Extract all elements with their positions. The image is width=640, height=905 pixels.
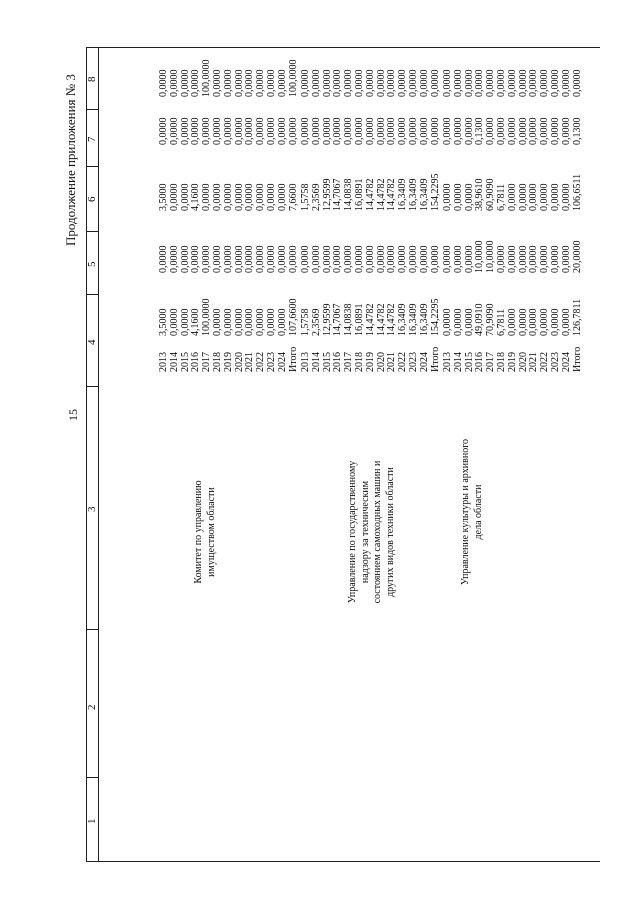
value-cell: 0,0000 — [255, 117, 267, 145]
value-cell: 0,0000 — [517, 183, 529, 211]
value-cell: 0,0000 — [321, 69, 333, 97]
value-cell: 0,0000 — [190, 245, 202, 273]
value-cell: 0,0000 — [386, 245, 398, 273]
value-cell: 0,0000 — [168, 308, 180, 336]
value-cell: 0,0000 — [265, 117, 277, 145]
value-cell: 0,0000 — [332, 69, 344, 97]
value-cell: 2,3569 — [310, 183, 322, 211]
value-cell: 0,0000 — [528, 117, 540, 145]
value-cell: 16,0891 — [353, 178, 365, 211]
value-cell: 0,0000 — [375, 117, 387, 145]
year-cell: 2015 — [321, 352, 333, 372]
value-cell: 0,0000 — [397, 245, 409, 273]
value-cell: 0,0000 — [244, 69, 256, 97]
year-cell: Итого — [287, 346, 299, 372]
value-cell: 0,0000 — [201, 117, 213, 145]
year-cell: 2020 — [233, 352, 245, 372]
org-line: дела области — [472, 484, 484, 540]
value-cell: 0,0000 — [452, 308, 464, 336]
value-cell: 0,0000 — [233, 69, 245, 97]
appendix-title: Продолжение приложения № 3 — [63, 74, 78, 246]
value-cell: 0,0000 — [310, 117, 322, 145]
year-cell: 2015 — [463, 352, 475, 372]
value-cell: 0,0000 — [343, 69, 355, 97]
value-cell: 14,4782 — [364, 303, 376, 336]
value-cell: 154,2295 — [429, 298, 441, 336]
value-cell: 0,0000 — [429, 69, 441, 97]
value-cell: 14,0838 — [343, 178, 355, 211]
year-cell: 2016 — [474, 352, 486, 372]
value-cell: 0,0000 — [364, 69, 376, 97]
col-header-3: 3 — [86, 506, 98, 512]
value-cell: 0,0000 — [233, 245, 245, 273]
year-cell: 2024 — [418, 352, 430, 372]
value-cell: 14,4782 — [375, 303, 387, 336]
year-cell: Итого — [571, 346, 583, 372]
value-cell: 107,6600 — [287, 298, 299, 336]
value-cell: 0,0000 — [211, 245, 223, 273]
value-cell: 0,0000 — [222, 117, 234, 145]
year-cell: 2015 — [179, 352, 191, 372]
value-cell: 0,0000 — [429, 245, 441, 273]
year-cell: 2021 — [528, 352, 540, 372]
year-cell: 2018 — [495, 352, 507, 372]
year-cell: 2019 — [506, 352, 518, 372]
value-cell: 0,0000 — [265, 183, 277, 211]
organization-name — [193, 462, 218, 602]
value-cell: 0,0000 — [244, 117, 256, 145]
value-cell: 0,0000 — [571, 69, 583, 97]
value-cell: 0,0000 — [222, 183, 234, 211]
value-cell: 0,1300 — [474, 117, 486, 145]
value-cell: 0,0000 — [495, 245, 507, 273]
value-cell: 0,0000 — [287, 117, 299, 145]
value-cell: 0,0000 — [407, 245, 419, 273]
value-cell: 0,0000 — [429, 117, 441, 145]
value-column-8 — [301, 70, 441, 98]
value-cell: 0,0000 — [442, 308, 453, 336]
value-cell: 1,5758 — [300, 183, 311, 211]
value-cell: 0,0000 — [300, 117, 311, 145]
value-cell: 0,0000 — [211, 69, 223, 97]
value-cell: 0,0000 — [452, 69, 464, 97]
org-line: других видов техники области — [384, 467, 396, 597]
year-cell: 2018 — [211, 352, 223, 372]
value-cell: 0,0000 — [310, 69, 322, 97]
value-cell: 0,0000 — [343, 117, 355, 145]
value-cell: 0,0000 — [539, 69, 551, 97]
value-cell: 14,0838 — [343, 303, 355, 336]
value-column-6 — [301, 174, 441, 212]
value-cell: 0,0000 — [211, 308, 223, 336]
value-cell: 16,0891 — [353, 303, 365, 336]
value-cell: 0,0000 — [528, 308, 540, 336]
value-cell: 0,0000 — [442, 69, 453, 97]
year-cell: 2013 — [442, 352, 453, 372]
value-cell: 0,0000 — [276, 69, 288, 97]
value-cell: 70,9090 — [485, 303, 497, 336]
value-cell: 0,0000 — [276, 245, 288, 273]
value-cell: 0,0000 — [539, 183, 551, 211]
value-cell: 0,0000 — [364, 245, 376, 273]
year-cell: 2019 — [364, 352, 376, 372]
col-header-8: 8 — [86, 76, 98, 82]
value-cell: 38,9610 — [474, 178, 486, 211]
value-cell: 0,0000 — [332, 117, 344, 145]
value-cell: 0,0000 — [300, 245, 311, 273]
value-cell: 0,0000 — [233, 183, 245, 211]
value-cell: 0,0000 — [321, 117, 333, 145]
year-column — [443, 347, 583, 372]
year-cell: 2019 — [222, 352, 234, 372]
year-cell: 2020 — [517, 352, 529, 372]
year-cell: 2024 — [560, 352, 572, 372]
value-cell: 0,0000 — [158, 117, 169, 145]
value-column-5 — [159, 246, 299, 274]
year-cell: 2023 — [407, 352, 419, 372]
value-cell: 0,0000 — [549, 308, 561, 336]
value-column-5 — [443, 241, 583, 274]
value-cell: 16,3409 — [407, 178, 419, 211]
value-cell: 0,0000 — [463, 117, 475, 145]
rotated-page — [60, 47, 600, 862]
value-cell: 0,0000 — [287, 245, 299, 273]
value-cell: 0,0000 — [276, 308, 288, 336]
value-cell: 0,0000 — [353, 245, 365, 273]
value-cell: 0,0000 — [452, 245, 464, 273]
value-cell: 2,3569 — [310, 308, 322, 336]
year-cell: 2021 — [244, 352, 256, 372]
value-column-8 — [159, 60, 299, 98]
col-header-1: 1 — [86, 818, 98, 824]
value-cell: 0,0000 — [463, 69, 475, 97]
value-cell: 0,0000 — [276, 183, 288, 211]
value-cell: 0,0000 — [244, 308, 256, 336]
year-cell: 2017 — [485, 352, 497, 372]
value-cell: 14,4782 — [364, 178, 376, 211]
value-cell: 0,0000 — [300, 69, 311, 97]
year-cell: 2018 — [353, 352, 365, 372]
value-cell: 0,0000 — [485, 117, 497, 145]
value-cell: 0,0000 — [255, 183, 267, 211]
value-cell: 0,0000 — [353, 117, 365, 145]
value-cell: 0,0000 — [549, 245, 561, 273]
value-cell: 0,0000 — [179, 308, 191, 336]
value-cell: 14,7067 — [332, 303, 344, 336]
value-column-6 — [159, 184, 299, 212]
value-cell: 10,0000 — [485, 240, 497, 273]
value-cell: 0,0000 — [332, 245, 344, 273]
value-cell: 0,0000 — [549, 183, 561, 211]
year-cell: 2017 — [343, 352, 355, 372]
value-cell: 6,7811 — [495, 308, 507, 336]
value-cell: 0,0000 — [560, 308, 572, 336]
year-cell: 2023 — [265, 352, 277, 372]
value-column-4 — [159, 299, 299, 337]
year-cell: 2014 — [168, 352, 180, 372]
value-cell: 0,0000 — [560, 117, 572, 145]
value-cell: 0,0000 — [211, 117, 223, 145]
value-cell: 0,0000 — [386, 69, 398, 97]
value-cell: 0,0000 — [452, 183, 464, 211]
year-cell: 2021 — [386, 352, 398, 372]
value-cell: 0,0000 — [397, 69, 409, 97]
value-cell: 16,3409 — [418, 178, 430, 211]
value-cell: 20,0000 — [571, 240, 583, 273]
value-cell: 0,0000 — [442, 117, 453, 145]
value-cell: 0,0000 — [255, 69, 267, 97]
value-cell: 3,5000 — [158, 308, 169, 336]
value-cell: 0,0000 — [442, 245, 453, 273]
value-cell: 16,3409 — [418, 303, 430, 336]
value-column-8 — [443, 70, 583, 98]
value-column-4 — [301, 299, 441, 337]
org-line: состоянием самоходных машин и — [372, 460, 384, 604]
value-cell: 0,0000 — [244, 245, 256, 273]
value-cell: 0,0000 — [233, 117, 245, 145]
value-cell: 0,0000 — [179, 117, 191, 145]
value-cell: 49,0910 — [474, 303, 486, 336]
value-cell: 10,0000 — [474, 240, 486, 273]
value-cell: 0,0000 — [474, 69, 486, 97]
value-cell: 0,0000 — [495, 69, 507, 97]
org-line: Управление культуры и архивного — [460, 438, 471, 586]
year-cell: 2022 — [255, 352, 267, 372]
col-header-2: 2 — [86, 704, 98, 710]
value-cell: 12,9599 — [321, 303, 333, 336]
value-cell: 0,0000 — [179, 183, 191, 211]
value-cell: 0,0000 — [407, 117, 419, 145]
value-cell: 0,0000 — [528, 245, 540, 273]
value-cell: 0,0000 — [506, 183, 518, 211]
value-column-6 — [443, 174, 583, 211]
value-cell: 0,0000 — [495, 117, 507, 145]
org-line: Комитет по управлению — [193, 480, 204, 584]
value-cell: 0,0000 — [418, 117, 430, 145]
year-cell: 2013 — [300, 352, 311, 372]
value-cell: 0,0000 — [517, 117, 529, 145]
value-cell: 0,0000 — [201, 245, 213, 273]
value-cell: 0,0000 — [244, 183, 256, 211]
value-cell: 0,0000 — [386, 117, 398, 145]
value-cell: 0,0000 — [397, 117, 409, 145]
col-header-7: 7 — [86, 136, 98, 142]
value-cell: 0,0000 — [549, 69, 561, 97]
col-header-6: 6 — [86, 196, 98, 202]
value-cell: 100,0000 — [201, 59, 213, 97]
year-cell: 2023 — [549, 352, 561, 372]
value-cell: 0,0000 — [211, 183, 223, 211]
value-cell: 0,0000 — [168, 117, 180, 145]
value-cell: 0,0000 — [549, 117, 561, 145]
value-cell: 0,0000 — [539, 308, 551, 336]
value-cell: 0,0000 — [517, 245, 529, 273]
value-cell: 0,0000 — [418, 69, 430, 97]
value-cell: 0,0000 — [463, 183, 475, 211]
page-number: 15 — [66, 409, 80, 421]
value-cell: 0,0000 — [506, 245, 518, 273]
value-cell: 0,0000 — [158, 69, 169, 97]
org-line: Управление по государственному — [347, 460, 358, 604]
value-cell: 0,0000 — [310, 245, 322, 273]
year-cell: 2016 — [332, 352, 344, 372]
value-cell: 7,6600 — [287, 183, 299, 211]
year-cell: 2022 — [397, 352, 409, 372]
value-cell: 4,1600 — [190, 308, 202, 336]
value-cell: 0,0000 — [418, 245, 430, 273]
organization-name — [347, 442, 397, 622]
value-cell: 14,4782 — [386, 303, 398, 336]
value-cell: 0,0000 — [517, 308, 529, 336]
year-cell: Итого — [429, 346, 441, 372]
value-cell: 0,0000 — [255, 308, 267, 336]
value-cell: 0,0000 — [353, 69, 365, 97]
value-cell: 14,4782 — [375, 178, 387, 211]
value-cell: 0,0000 — [375, 245, 387, 273]
year-cell: 2017 — [201, 352, 213, 372]
value-cell: 0,0000 — [179, 69, 191, 97]
value-cell: 126,7811 — [571, 298, 583, 336]
col-header-4: 4 — [86, 339, 98, 345]
value-cell: 0,0000 — [375, 69, 387, 97]
year-column — [301, 347, 441, 372]
value-cell: 0,0000 — [190, 69, 202, 97]
value-cell: 0,0000 — [265, 69, 277, 97]
value-cell: 0,0000 — [190, 117, 202, 145]
year-cell: 2014 — [452, 352, 464, 372]
year-cell: 2022 — [539, 352, 551, 372]
org-line: имуществом области — [205, 487, 217, 577]
value-cell: 0,0000 — [506, 117, 518, 145]
value-cell: 12,9599 — [321, 178, 333, 211]
value-cell: 14,4782 — [386, 178, 398, 211]
value-cell: 0,0000 — [506, 308, 518, 336]
value-cell: 0,0000 — [506, 69, 518, 97]
year-cell: 2013 — [158, 352, 169, 372]
value-cell: 100,0000 — [201, 298, 213, 336]
value-cell: 0,0000 — [168, 183, 180, 211]
col-header-5: 5 — [86, 261, 98, 267]
value-cell: 16,3409 — [397, 178, 409, 211]
value-cell: 0,0000 — [485, 69, 497, 97]
organization-name — [460, 422, 485, 602]
value-column-7 — [159, 118, 299, 146]
value-cell: 154,2295 — [429, 173, 441, 211]
value-cell: 0,0000 — [463, 245, 475, 273]
value-cell: 0,0000 — [407, 69, 419, 97]
value-cell: 4,1600 — [190, 183, 202, 211]
value-cell: 0,0000 — [560, 245, 572, 273]
value-cell: 0,0000 — [222, 308, 234, 336]
value-cell: 0,0000 — [560, 69, 572, 97]
value-cell: 0,0000 — [463, 308, 475, 336]
value-cell: 0,0000 — [222, 245, 234, 273]
value-cell: 0,0000 — [528, 183, 540, 211]
value-cell: 0,0000 — [168, 69, 180, 97]
year-column — [159, 347, 299, 372]
value-cell: 0,0000 — [168, 245, 180, 273]
value-cell: 106,6511 — [571, 173, 583, 211]
value-cell: 0,0000 — [255, 245, 267, 273]
year-cell: 2024 — [276, 352, 288, 372]
value-cell: 0,0000 — [233, 308, 245, 336]
value-column-7 — [443, 118, 583, 146]
value-cell: 16,3409 — [397, 303, 409, 336]
value-cell: 0,0000 — [265, 245, 277, 273]
value-column-4 — [443, 299, 583, 336]
value-cell: 0,0000 — [276, 117, 288, 145]
value-cell: 16,3409 — [407, 303, 419, 336]
value-cell: 0,0000 — [560, 183, 572, 211]
value-cell: 0,0000 — [265, 308, 277, 336]
value-cell: 100,0000 — [287, 59, 299, 97]
year-cell: 2020 — [375, 352, 387, 372]
value-cell: 0,0000 — [158, 245, 169, 273]
year-cell: 2016 — [190, 352, 202, 372]
value-cell: 0,0000 — [452, 117, 464, 145]
value-cell: 0,0000 — [201, 183, 213, 211]
year-cell: 2014 — [310, 352, 322, 372]
value-cell: 0,0000 — [442, 183, 453, 211]
value-cell: 0,0000 — [539, 245, 551, 273]
value-cell: 60,9090 — [485, 178, 497, 211]
value-cell: 1,5758 — [300, 308, 311, 336]
value-cell: 0,0000 — [364, 117, 376, 145]
value-cell: 0,0000 — [321, 245, 333, 273]
value-column-5 — [301, 246, 441, 274]
value-cell: 14,7067 — [332, 178, 344, 211]
value-cell: 6,7811 — [495, 183, 507, 211]
value-cell: 0,0000 — [179, 245, 191, 273]
value-column-7 — [301, 118, 441, 146]
value-cell: 0,0000 — [528, 69, 540, 97]
value-cell: 0,0000 — [539, 117, 551, 145]
org-line: надзору за техническим — [359, 480, 371, 584]
value-cell: 3,5000 — [158, 183, 169, 211]
value-cell: 0,1300 — [571, 117, 583, 145]
value-cell: 0,0000 — [222, 69, 234, 97]
value-cell: 0,0000 — [343, 245, 355, 273]
value-cell: 0,0000 — [517, 69, 529, 97]
